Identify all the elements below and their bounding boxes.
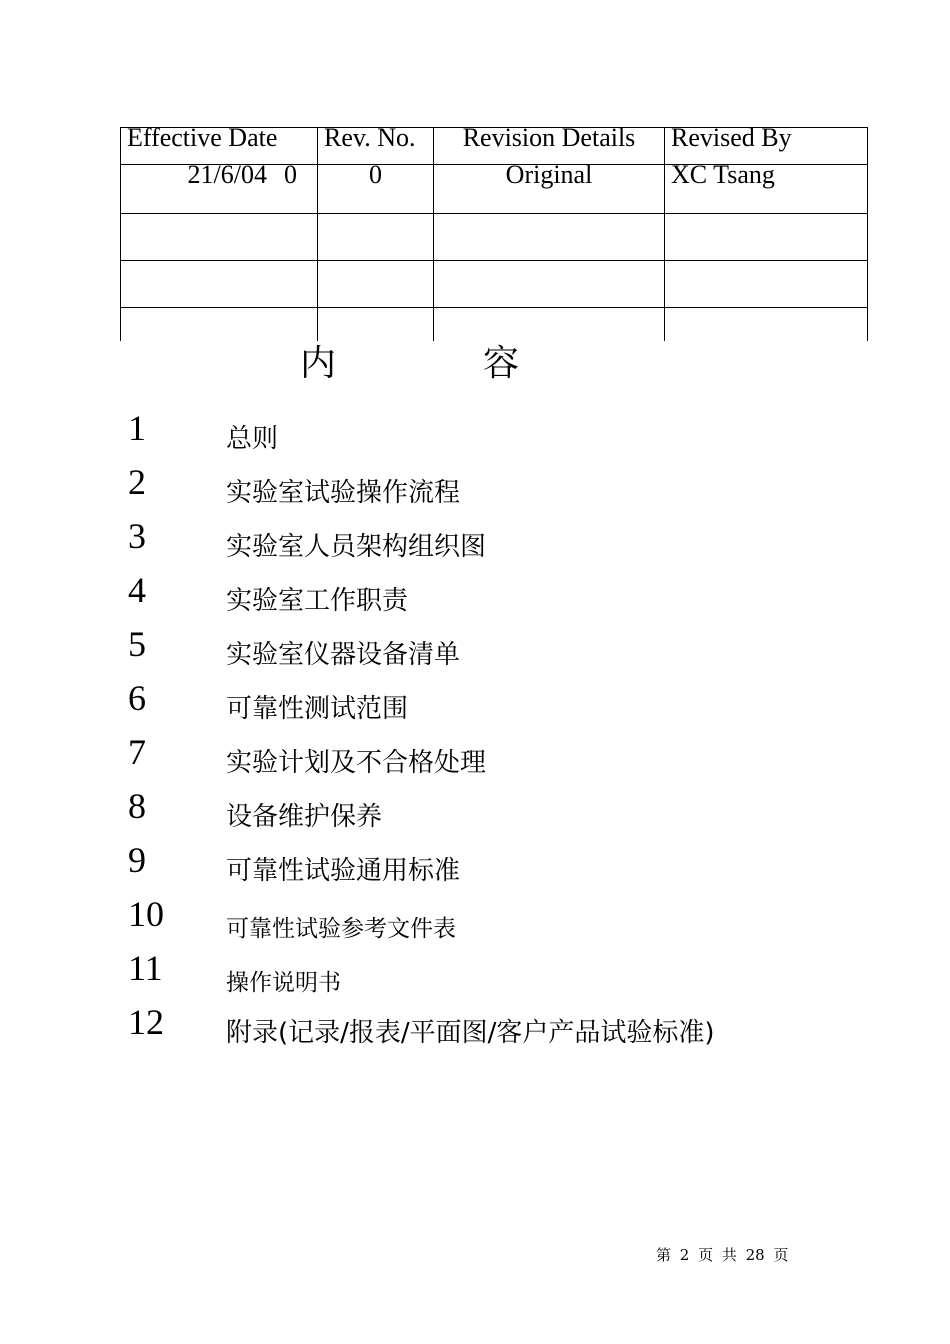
revision-table-empty-row — [121, 214, 868, 261]
revision-table-header-row — [121, 128, 868, 165]
toc-item-label: 总则 — [226, 424, 279, 454]
toc-item — [128, 624, 828, 678]
cell-effective-date — [121, 165, 318, 214]
toc-item-number: 3 — [128, 516, 146, 556]
empty-cell — [318, 308, 434, 342]
header-revision-details: Revision Details — [434, 128, 665, 165]
toc-item — [128, 1002, 828, 1056]
toc-item — [128, 732, 828, 786]
toc-item-number: 2 — [128, 462, 146, 502]
toc-item-number: 5 — [128, 624, 146, 664]
toc-item-number: 8 — [128, 786, 146, 826]
revision-table — [120, 127, 868, 341]
revision-table-row — [121, 165, 868, 214]
empty-cell — [121, 214, 318, 261]
toc-item — [128, 948, 828, 1002]
toc-item-number: 11 — [128, 948, 163, 988]
empty-cell — [665, 214, 868, 261]
empty-cell — [121, 308, 318, 342]
table-of-contents — [128, 408, 828, 1056]
empty-cell — [434, 261, 665, 308]
toc-item — [128, 894, 828, 948]
toc-item-number: 9 — [128, 840, 146, 880]
toc-item-label: 实验室试验操作流程 — [226, 478, 461, 508]
cell-revision-details: Original — [434, 165, 665, 214]
toc-item-label: 实验室仪器设备清单 — [226, 640, 461, 670]
toc-item — [128, 408, 828, 462]
header-rev-no: Rev. No. — [318, 128, 434, 165]
toc-item — [128, 462, 828, 516]
toc-heading-char-1: 内 — [300, 343, 337, 384]
revision-table-partial-row — [121, 308, 868, 342]
toc-item-label: 可靠性试验参考文件表 — [226, 916, 456, 942]
page-footer: 第 2 页 共 28 页 — [656, 1246, 789, 1264]
toc-item — [128, 516, 828, 570]
effective-date-suffix: 0 — [284, 164, 297, 189]
toc-item-number: 10 — [128, 894, 164, 934]
effective-date-value: 21/6/04 — [187, 164, 267, 189]
header-effective-date: Effective Date — [121, 128, 318, 165]
cell-rev-no: 0 — [318, 165, 434, 214]
header-revised-by: Revised By — [665, 128, 868, 165]
toc-item — [128, 786, 828, 840]
toc-item-number: 4 — [128, 570, 146, 610]
empty-cell — [665, 308, 868, 342]
empty-cell — [434, 214, 665, 261]
toc-item-label: 设备维护保养 — [226, 802, 383, 832]
toc-item-label: 实验室人员架构组织图 — [226, 532, 487, 562]
toc-item-label: 可靠性试验通用标准 — [226, 856, 461, 886]
revision-table-empty-row — [121, 261, 868, 308]
toc-item — [128, 840, 828, 894]
toc-item-number: 7 — [128, 732, 146, 772]
toc-item-label: 实验计划及不合格处理 — [226, 748, 487, 778]
empty-cell — [665, 261, 868, 308]
toc-item-label: 可靠性测试范围 — [226, 694, 409, 724]
empty-cell — [121, 261, 318, 308]
toc-item-number: 12 — [128, 1002, 164, 1042]
toc-item-number: 1 — [128, 408, 146, 448]
toc-item-label: 操作说明书 — [226, 970, 341, 996]
toc-item — [128, 570, 828, 624]
empty-cell — [318, 214, 434, 261]
toc-heading-char-2: 容 — [483, 343, 520, 384]
toc-item — [128, 678, 828, 732]
empty-cell — [318, 261, 434, 308]
toc-item-label: 实验室工作职责 — [226, 586, 409, 616]
cell-revised-by: XC Tsang — [665, 165, 868, 214]
toc-item-label: 附录(记录/报表/平面图/客户产品试验标准) — [226, 1018, 715, 1048]
toc-item-number: 6 — [128, 678, 146, 718]
toc-heading — [300, 343, 540, 385]
empty-cell — [434, 308, 665, 342]
